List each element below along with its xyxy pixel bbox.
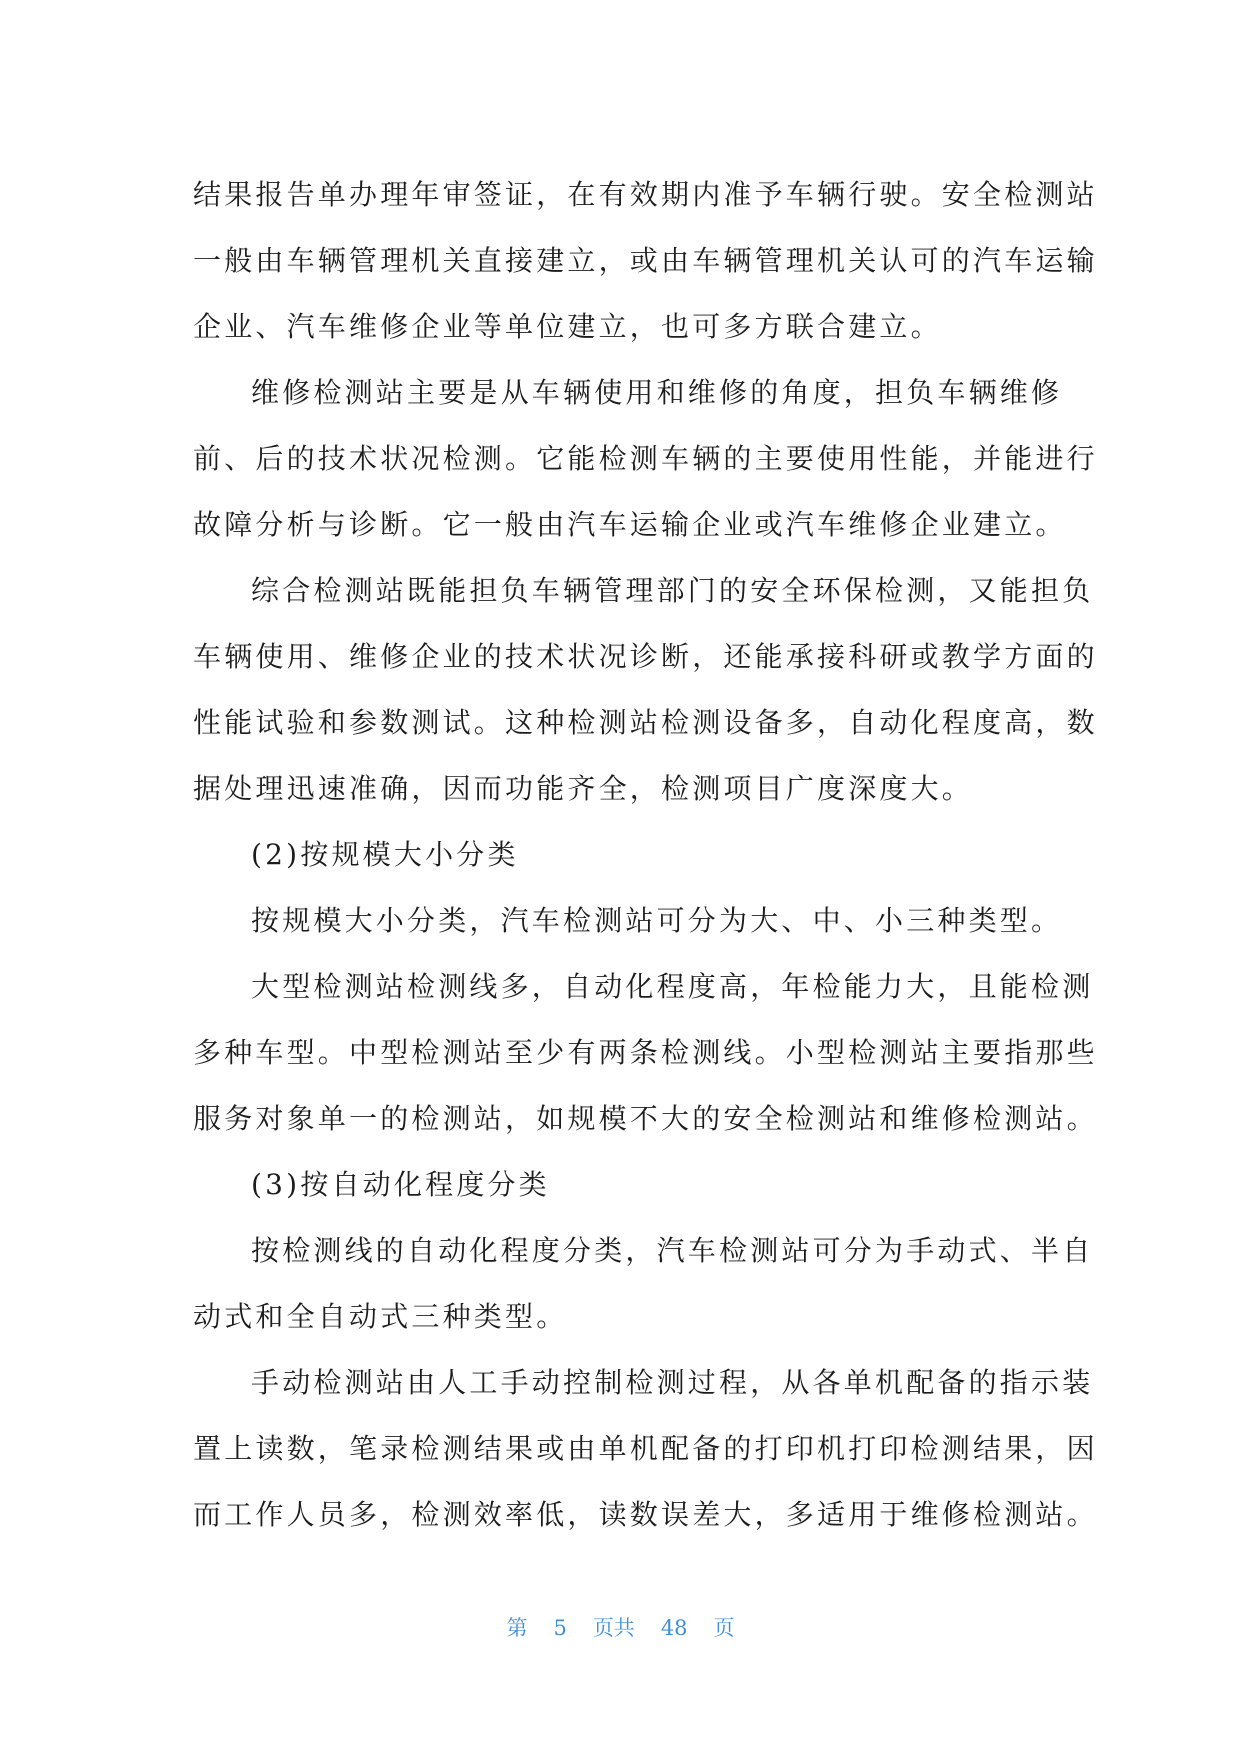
text-line-6: 故障分析与诊断。它一般由汽车运输企业或汽车维修企业建立。 (193, 508, 1067, 541)
text-line-10: 据处理迅速准确，因而功能齐全，检测项目广度深度大。 (193, 772, 974, 805)
text-line-2: 一般由车辆管理机关直接建立，或由车辆管理机关认可的汽车运输 (193, 244, 1098, 277)
text-line-21: 而工作人员多，检测效率低，读数误差大，多适用于维修检测站。 (193, 1498, 1098, 1531)
current-page-number: 5 (553, 1616, 567, 1640)
text-line-5: 前、后的技术状况检测。它能检测车辆的主要使用性能，并能进行 (193, 442, 1098, 475)
text-line-4: 维修检测站主要是从车辆使用和维修的角度，担负车辆维修 (251, 376, 1063, 409)
text-line-15: 服务对象单一的检测站，如规模不大的安全检测站和维修检测站。 (193, 1102, 1098, 1135)
text-line-18: 动式和全自动式三种类型。 (193, 1300, 568, 1333)
footer-middle: 页共 (592, 1616, 635, 1640)
text-line-3: 企业、汽车维修企业等单位建立，也可多方联合建立。 (193, 310, 942, 343)
text-line-19: 手动检测站由人工手动控制检测过程，从各单机配备的指示装 (251, 1366, 1094, 1399)
page-footer (0, 1612, 1241, 1642)
text-line-9: 性能试验和参数测试。这种检测站检测设备多，自动化程度高，数 (193, 706, 1098, 739)
footer-suffix: 页 (713, 1616, 735, 1640)
text-line-7: 综合检测站既能担负车辆管理部门的安全环保检测，又能担负 (251, 574, 1094, 607)
text-line-17: 按检测线的自动化程度分类，汽车检测站可分为手动式、半自 (251, 1234, 1094, 1267)
footer-prefix: 第 (506, 1616, 528, 1640)
text-line-20: 置上读数，笔录检测结果或由单机配备的打印机打印检测结果，因 (193, 1432, 1098, 1465)
total-pages-number: 48 (660, 1616, 688, 1640)
section-heading-automation: (3)按自动化程度分类 (251, 1168, 550, 1201)
text-line-13: 大型检测站检测线多，自动化程度高，年检能力大，且能检测 (251, 970, 1094, 1003)
text-line-1: 结果报告单办理年审签证，在有效期内准予车辆行驶。安全检测站 (193, 178, 1098, 211)
text-line-12: 按规模大小分类，汽车检测站可分为大、中、小三种类型。 (251, 904, 1063, 937)
section-heading-scale: (2)按规模大小分类 (251, 838, 519, 871)
text-line-8: 车辆使用、维修企业的技术状况诊断，还能承接科研或教学方面的 (193, 640, 1098, 673)
document-body (193, 162, 1098, 1548)
text-line-14: 多种车型。中型检测站至少有两条检测线。小型检测站主要指那些 (193, 1036, 1098, 1069)
